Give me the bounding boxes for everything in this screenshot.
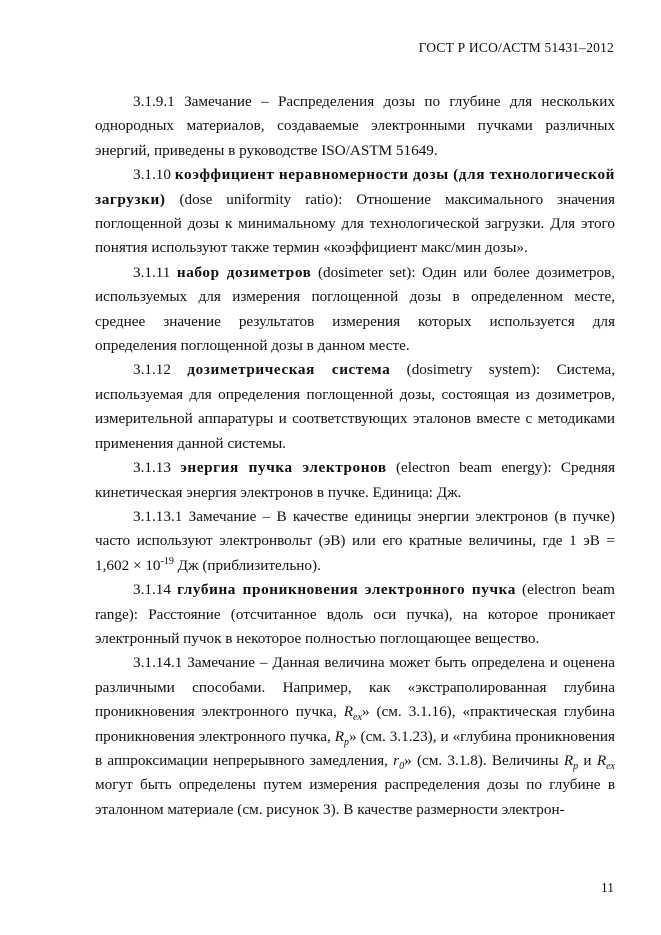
symbol-subscript: p (573, 761, 579, 772)
clause-number: 3.1.11 (133, 263, 177, 281)
symbol-base: R (563, 751, 574, 769)
note-text: » (см. 3.1.8). Величины (404, 751, 564, 769)
symbol-subscript: ex (353, 712, 362, 724)
paragraph-3-1-11 (95, 261, 615, 359)
clause-number: 3.1.12 (133, 361, 188, 379)
note-text: 3.1.13.1 Замечание – В качестве единицы энергии электронов (в пучке) часто используют электронвольт (эВ) или его кратные величины, где 1 эВ = 1,602 × 10 (95, 507, 615, 574)
paragraph-3-1-14 (95, 578, 615, 651)
symbol-base: R (596, 751, 607, 769)
paragraph-3-1-14-1 (95, 651, 615, 822)
exponent: -19 (160, 555, 174, 567)
term-dosimeter-set: набор дозиметров (176, 263, 312, 281)
term-electron-beam-range: глубина проникновения электронного пучка (177, 581, 516, 599)
symbol-r-ex (343, 703, 362, 724)
paragraph-3-1-9-1: 3.1.9.1 Замечание – Распределения дозы по глубине для нескольких однородных материалов, создаваемые электронными пучками различных энергий, приведены в руководстве ISO/ASTM 51649. (95, 93, 615, 159)
symbol-r-p (334, 727, 349, 748)
note-text: могут быть определены путем измерения распределения дозы по глубине в эталонном материале (см. рисунок 3). В качестве размерности электрон- (95, 776, 615, 818)
symbol-base: R (334, 727, 344, 745)
definition-text: (dose uniformity ratio): Отношение максимального значения поглощенной дозы к минимальному для технологической загрузки. Для этого понятия используют также термин «коэффициент макс/мин дозы». (95, 190, 615, 257)
symbol-base: R (343, 703, 354, 721)
term-dosimetry-system: дозиметрическая система (187, 361, 391, 379)
standard-header: ГОСТ Р ИСО/АСТМ 51431–2012 (418, 40, 614, 55)
note-text: 3.1.14.1 Замечание – Данная величина может быть определена и оценена различными способами. Например, как «экстраполированная глубина проникновения электронного пучка, (95, 654, 615, 721)
note-text: » (см. 3.1.16), «практическая глубина проникновения электронного пучка, (95, 703, 615, 745)
symbol-r-p (563, 751, 579, 772)
symbol-r-0 (393, 751, 405, 772)
paragraph-3-1-13 (95, 456, 615, 505)
note-tail: Дж (приблизительно). (173, 556, 321, 574)
term-electron-beam-energy: энергия пучка электронов (180, 459, 387, 477)
note-text: и (578, 751, 597, 769)
page-number: 11 (601, 880, 614, 895)
document-body (95, 90, 615, 822)
paragraph-3-1-10 (95, 163, 615, 261)
paragraph-3-1-12 (95, 358, 615, 456)
symbol-subscript: p (343, 736, 349, 748)
definition-text: (dosimeter set): Один или более дозиметров, используемых для измерения поглощенной дозы в определенном месте, среднее значение результатов измерения которых используется для определения поглощенной дозы в данном месте. (95, 263, 616, 355)
definition-text: (electron beam range): Расстояние (отсчитанное вдоль оси пучка), на которое проникает электронный пучок в некоторое полностью поглощающее вещество. (95, 581, 615, 647)
term-dose-uniformity-ratio: коэффициент неравномерности дозы (для технологической загрузки) (95, 166, 615, 208)
symbol-subscript: 0 (399, 761, 405, 772)
note-text: » (см. 3.1.23), и «глубина проникновения в аппроксимации непрерывного замедления, (95, 727, 616, 769)
clause-number: 3.1.14 (133, 581, 178, 599)
definition-text: (dosimetry system): Система, используемая для определения поглощенной дозы, состоящая из дозиметров, измерительной аппаратуры и соответствующих эталонов вместе с методиками применения данной системы. (95, 361, 615, 452)
paragraph-3-1-13-1 (95, 505, 615, 578)
symbol-base: r (393, 751, 400, 769)
clause-number: 3.1.13 (133, 459, 181, 477)
definition-text: (electron beam energy): Средняя кинетическая энергия электронов в пучке. Единица: Дж. (95, 459, 615, 501)
symbol-subscript: ex (606, 761, 615, 772)
symbol-r-ex (596, 751, 615, 772)
clause-number: 3.1.10 (133, 166, 175, 184)
